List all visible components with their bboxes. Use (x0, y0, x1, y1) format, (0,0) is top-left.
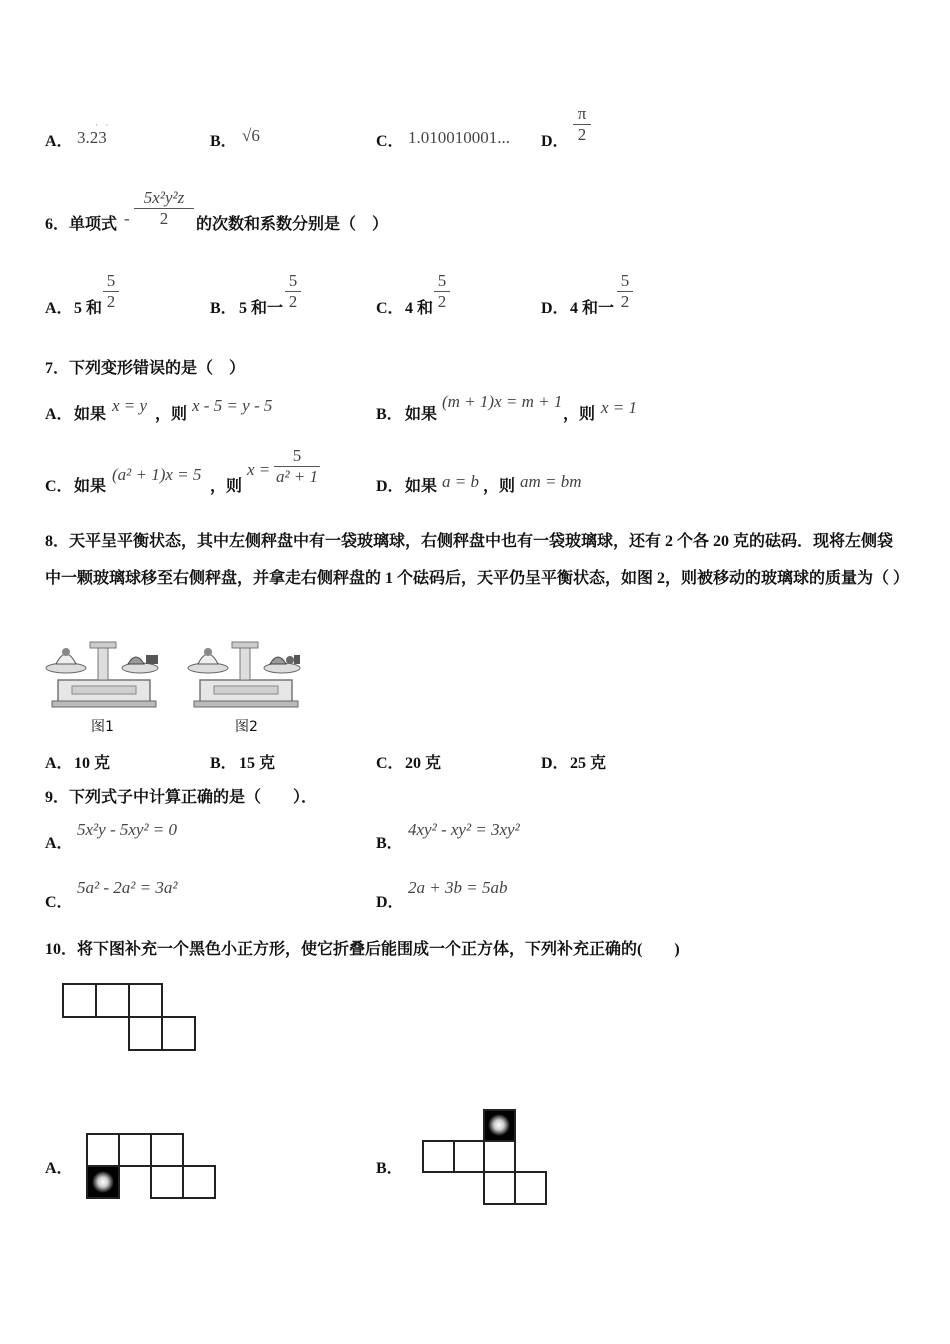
q7-option-c-condition: (a² + 1)x = 5 (112, 465, 202, 484)
q7-option-b-label: B． (376, 406, 403, 423)
fraction-denominator: 2 (159, 209, 169, 228)
q10-option-a-net (84, 1131, 218, 1203)
q8-option-d-text: 25 克 (570, 755, 607, 772)
q8-option-b-text: 15 克 (239, 755, 276, 772)
q9-option-c-expr: 5a² - 2a² = 3a² (77, 878, 178, 897)
repeating-dots: · · (95, 121, 109, 130)
q7-stem: 7．下列变形错误的是（ ） (45, 360, 246, 377)
q5-option-d-fraction (573, 104, 591, 145)
fraction-denominator: 2 (106, 292, 116, 311)
q8-option-a-text: 10 克 (74, 755, 111, 772)
q6-option-a-label: A． (45, 300, 73, 317)
q6-monomial-fraction (134, 188, 194, 229)
q6-option-b-text: 5 和一 (239, 300, 284, 317)
q7-option-a-result: x - 5 = y - 5 (192, 396, 273, 415)
q6-stem-suffix: 的次数和系数分别是（ ） (196, 216, 389, 233)
q7-option-a-condition: x = y (112, 396, 148, 415)
q6-option-d-label: D． (541, 300, 569, 317)
q7-option-a-then: ，则 (155, 406, 188, 423)
figure-2-caption: 图2 (235, 719, 258, 735)
q9-option-c-label: C． (45, 894, 73, 911)
q5-option-b-label: B． (210, 133, 237, 150)
q6-option-c-fraction (434, 271, 450, 312)
q7-option-b-then: ，则 (563, 406, 596, 423)
q5-option-a-expr: 3.23 (77, 128, 107, 147)
q7-option-d-condition: a = b (442, 472, 479, 491)
q8-stem: 8．天平呈平衡状态，其中左侧秤盘中有一袋玻璃球，右侧秤盘中也有一袋玻璃球，还有 2 个各 20 克的砝码．现将左侧袋中一颗玻璃球移至右侧秤盘，并拿走右侧秤盘的 1 个砝码后，天平仍呈平衡状态，如图 2，则被移动的玻璃球的质量为（ ） (45, 533, 910, 587)
fraction-numerator: 5 (274, 446, 320, 467)
q7-option-c-then: ，则 (210, 478, 243, 495)
q7-option-d-if: 如果 (405, 478, 438, 495)
fraction-numerator: 5 (617, 271, 633, 292)
q8-option-c-text: 20 克 (405, 755, 442, 772)
q6-option-b-fraction (285, 271, 301, 312)
q10-stem: 10．将下图补充一个黑色小正方形，使它折叠后能围成一个正方体，下列补充正确的( ) (45, 941, 680, 958)
q5-option-c-label: C． (376, 133, 404, 150)
q7-option-b-result: x = 1 (601, 398, 638, 417)
q9-option-a-label: A． (45, 835, 73, 852)
balance-scale-figure-2 (186, 638, 304, 714)
q6-minus-sign: - (124, 209, 130, 228)
q6-option-a-fraction (103, 271, 119, 312)
fraction-denominator: 2 (437, 292, 447, 311)
q7-option-d-label: D． (376, 478, 404, 495)
fraction-denominator: 2 (620, 292, 630, 311)
q5-option-a-label: A． (45, 133, 73, 150)
q10-option-b-net (421, 1107, 551, 1209)
q7-option-a-if: 如果 (74, 406, 107, 423)
q6-option-c-label: C． (376, 300, 404, 317)
q5-option-d-label: D． (541, 133, 569, 150)
q9-option-b-label: B． (376, 835, 403, 852)
q6-option-b-label: B． (210, 300, 237, 317)
q10-option-a-label: A． (45, 1160, 73, 1177)
q5-option-c-expr: 1.010010001... (408, 128, 510, 147)
q7-option-c-if: 如果 (74, 478, 107, 495)
fraction-numerator: 5 (103, 271, 119, 292)
q6-option-c-text: 4 和 (405, 300, 434, 317)
q6-option-a-text: 5 和 (74, 300, 103, 317)
q7-option-d-then: ，则 (483, 478, 516, 495)
q8-option-b-label: B． (210, 755, 237, 772)
q7-option-c-lhs: x = (247, 460, 271, 479)
q7-option-b-if: 如果 (405, 406, 438, 423)
q6-option-d-text: 4 和一 (570, 300, 615, 317)
q9-option-b-expr: 4xy² - xy² = 3xy² (408, 820, 520, 839)
fraction-denominator: 2 (288, 292, 298, 311)
q5-option-b-expr: √6 (242, 126, 260, 145)
fraction-numerator: 5 (285, 271, 301, 292)
q8-option-d-label: D． (541, 755, 569, 772)
q10-option-b-label: B． (376, 1160, 403, 1177)
q7-option-c-label: C． (45, 478, 73, 495)
q9-option-d-expr: 2a + 3b = 5ab (408, 878, 508, 897)
q8-option-a-label: A． (45, 755, 73, 772)
fraction-numerator: 5 (434, 271, 450, 292)
q9-option-a-expr: 5x²y - 5xy² = 0 (77, 820, 178, 839)
q7-option-c-fraction (274, 446, 320, 487)
q7-option-b-condition: (m + 1)x = m + 1 (442, 392, 563, 411)
q6-stem-prefix: 6．单项式 (45, 216, 118, 233)
cube-net-diagram (60, 982, 200, 1054)
fraction-numerator: π (573, 104, 591, 125)
q7-option-a-label: A． (45, 406, 73, 423)
q6-option-d-fraction (617, 271, 633, 312)
fraction-denominator: 2 (577, 125, 587, 144)
balance-scale-figure-1 (44, 638, 159, 714)
figure-1-caption: 图1 (91, 719, 114, 735)
q9-option-d-label: D． (376, 894, 404, 911)
q9-stem: 9．下列式子中计算正确的是（ ）． (45, 789, 318, 806)
fraction-denominator: a² + 1 (275, 467, 319, 486)
fraction-numerator: 5x²y²z (134, 188, 194, 209)
q8-option-c-label: C． (376, 755, 404, 772)
q7-option-d-result: am = bm (520, 472, 582, 491)
